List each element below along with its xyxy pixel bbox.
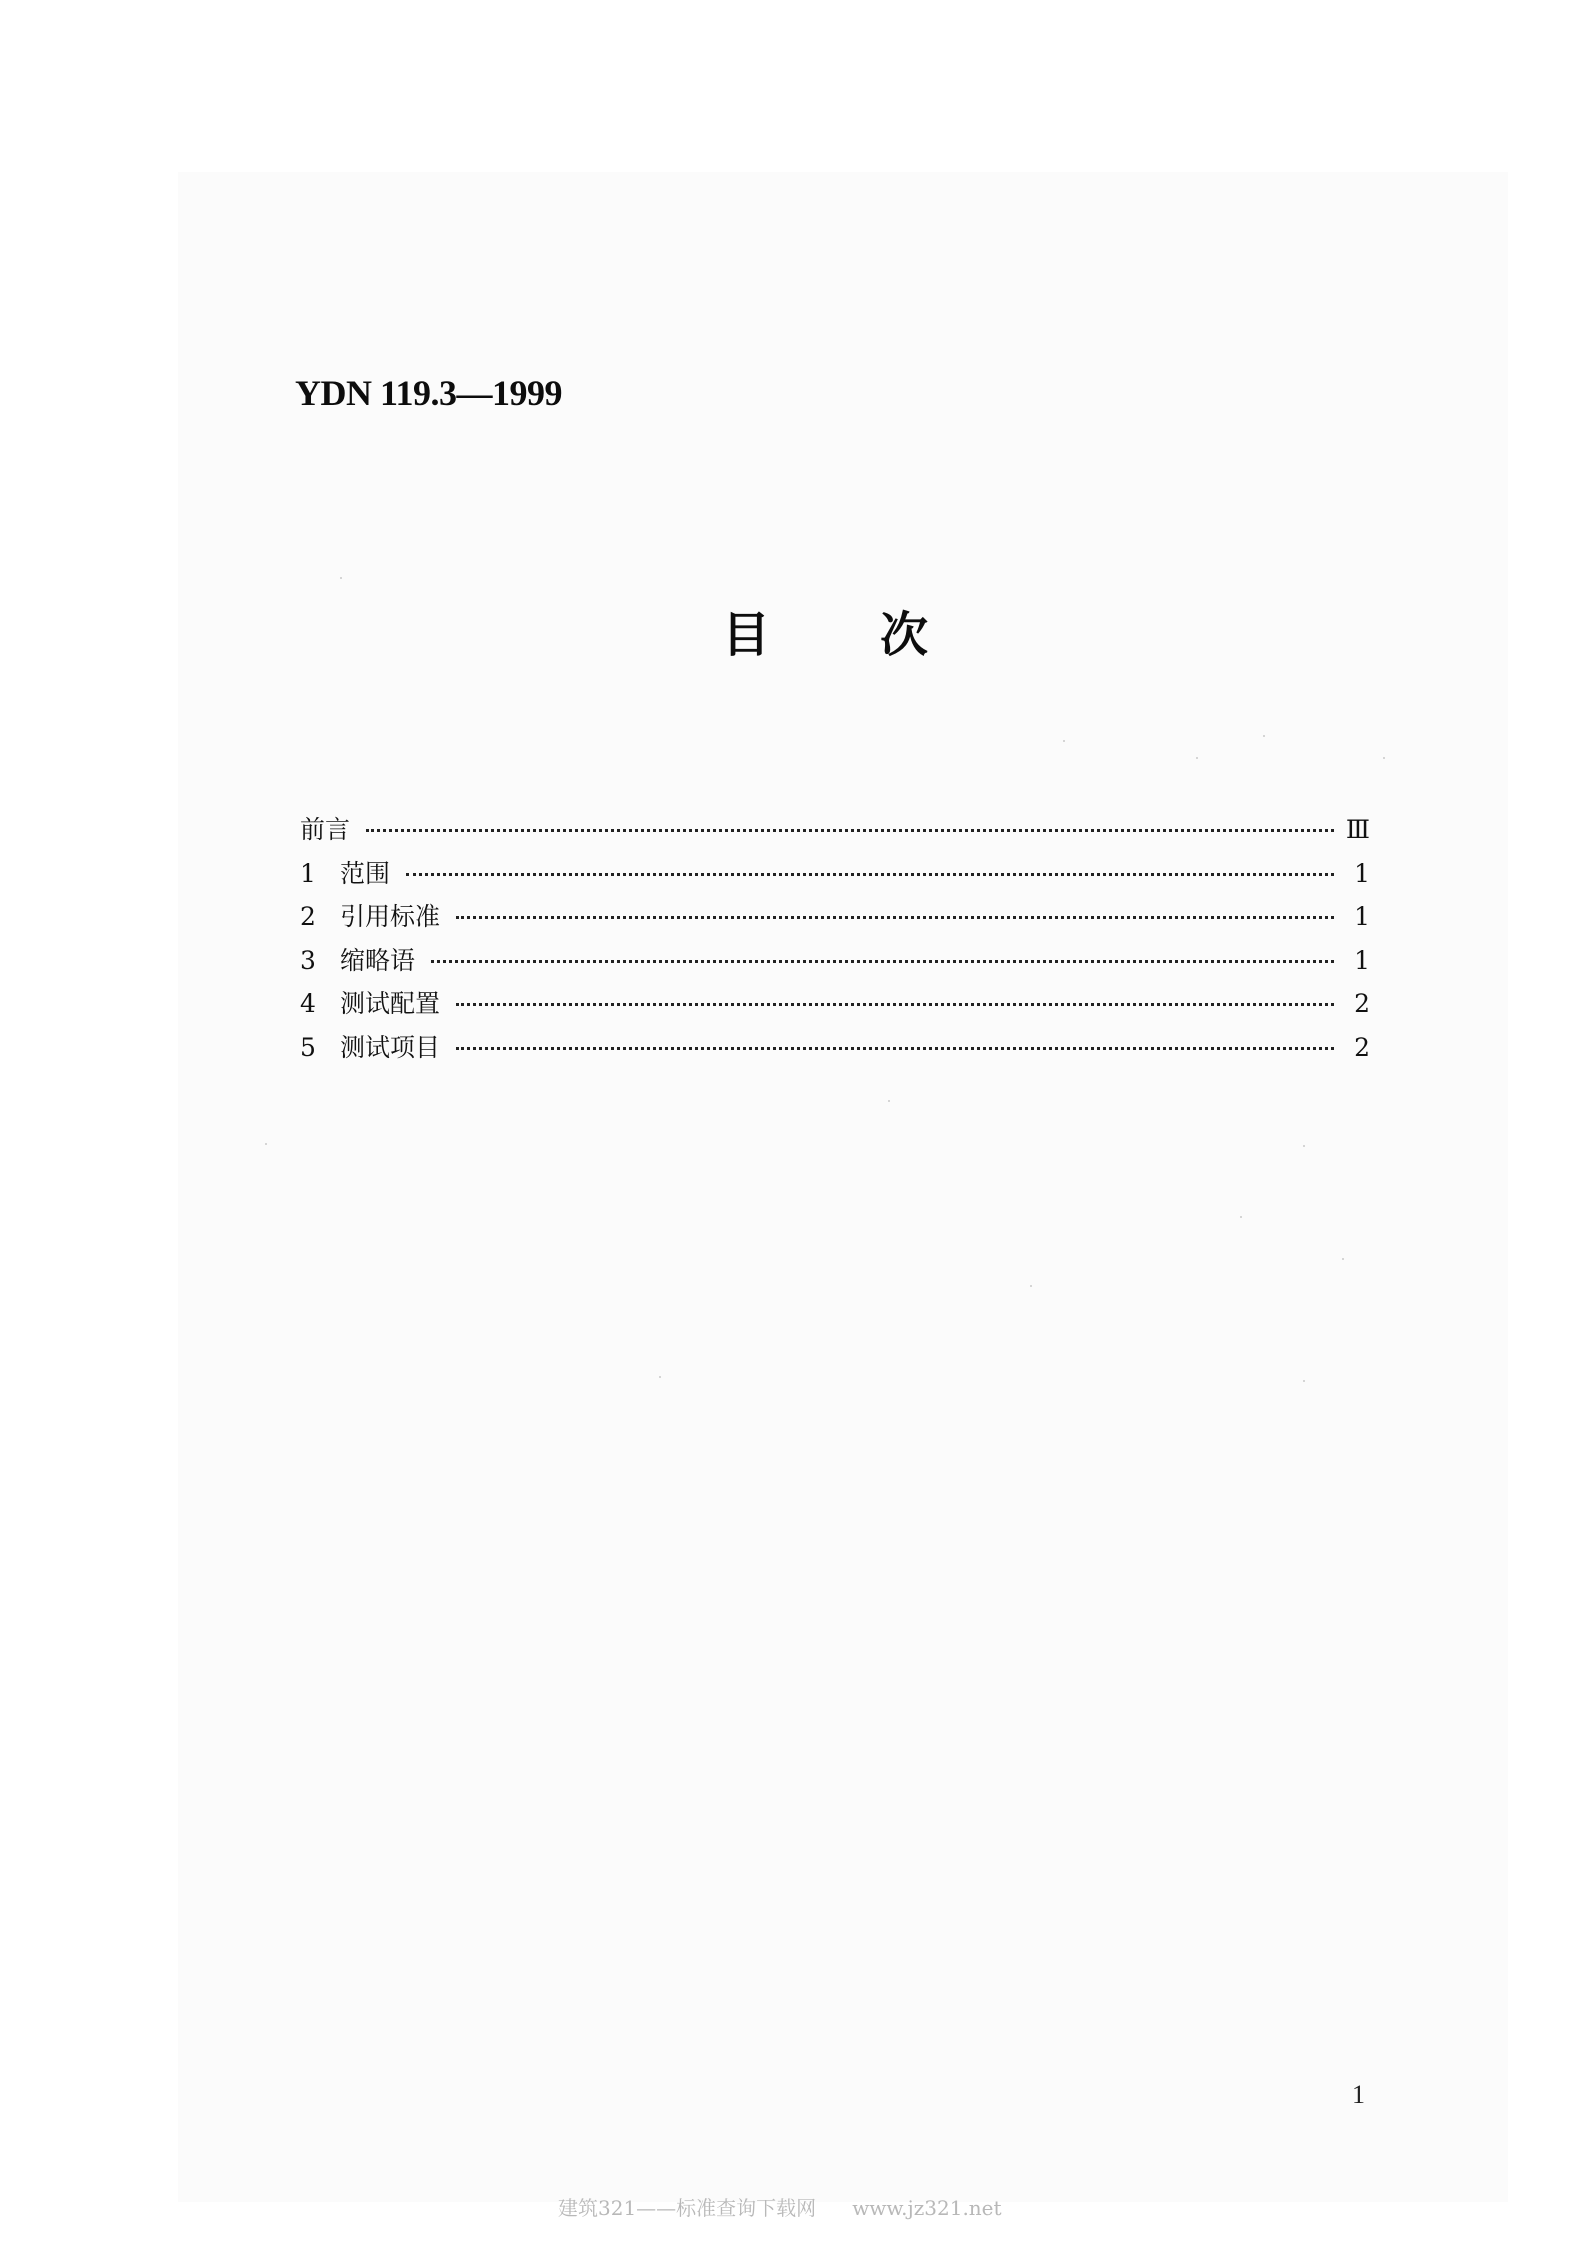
scan-speck xyxy=(659,1376,661,1378)
footer-site-name: 建筑321——标准查询下载网 xyxy=(558,2196,817,2220)
toc-entry-page: Ⅲ xyxy=(1345,815,1370,844)
scan-speck xyxy=(888,1100,890,1102)
toc-entry-scope[interactable] xyxy=(300,854,1370,898)
toc-entry-page: 2 xyxy=(1354,989,1370,1018)
dot-leader xyxy=(456,1047,1334,1050)
toc-entry-number: 4 xyxy=(300,989,316,1018)
toc-entry-page: 2 xyxy=(1354,1032,1370,1062)
scan-speck xyxy=(1030,1285,1032,1287)
page-number: 1 xyxy=(1352,2080,1365,2109)
scanned-paper-area xyxy=(178,172,1508,2202)
footer-watermark xyxy=(558,2192,1002,2221)
toc-entry-label: 缩略语 xyxy=(340,945,416,975)
table-of-contents xyxy=(300,810,1370,1071)
dot-leader xyxy=(366,829,1334,832)
scan-speck xyxy=(1063,740,1065,742)
toc-entry-page: 1 xyxy=(1354,858,1370,888)
footer-url[interactable]: www.jz321.net xyxy=(852,2196,1002,2220)
toc-title: 目次 xyxy=(722,607,1039,663)
scan-speck xyxy=(1303,1145,1305,1147)
toc-entry-number: 5 xyxy=(300,1032,316,1062)
toc-entry-test-items[interactable] xyxy=(300,1028,1370,1072)
dot-leader xyxy=(456,916,1334,919)
toc-entry-label: 引用标准 xyxy=(340,902,441,931)
toc-entry-label: 范围 xyxy=(340,858,391,888)
scan-speck xyxy=(1240,1216,1242,1218)
toc-entry-page: 1 xyxy=(1354,945,1370,975)
dot-leader xyxy=(406,873,1334,876)
standard-code: YDN 119.3—1999 xyxy=(295,373,563,413)
scan-speck xyxy=(1263,735,1265,737)
toc-entry-foreword[interactable] xyxy=(300,810,1370,854)
dot-leader xyxy=(456,1003,1334,1006)
toc-entry-abbreviations[interactable] xyxy=(300,941,1370,985)
toc-entry-page: 1 xyxy=(1354,902,1370,931)
toc-entry-number: 2 xyxy=(300,902,316,931)
scan-speck xyxy=(1303,1380,1305,1382)
scan-speck xyxy=(1383,757,1385,759)
dot-leader xyxy=(431,960,1334,963)
toc-entry-test-configuration[interactable] xyxy=(300,984,1370,1028)
toc-entry-label: 测试项目 xyxy=(340,1032,441,1062)
scan-speck xyxy=(340,577,342,579)
toc-entry-number: 1 xyxy=(300,858,316,888)
toc-entry-label: 前言 xyxy=(300,815,351,844)
toc-entry-number: 3 xyxy=(300,945,316,975)
toc-entry-label: 测试配置 xyxy=(340,989,441,1018)
scan-speck xyxy=(1196,757,1198,759)
toc-entry-references[interactable] xyxy=(300,897,1370,941)
scan-speck xyxy=(265,1143,267,1145)
scan-speck xyxy=(1342,1258,1344,1260)
